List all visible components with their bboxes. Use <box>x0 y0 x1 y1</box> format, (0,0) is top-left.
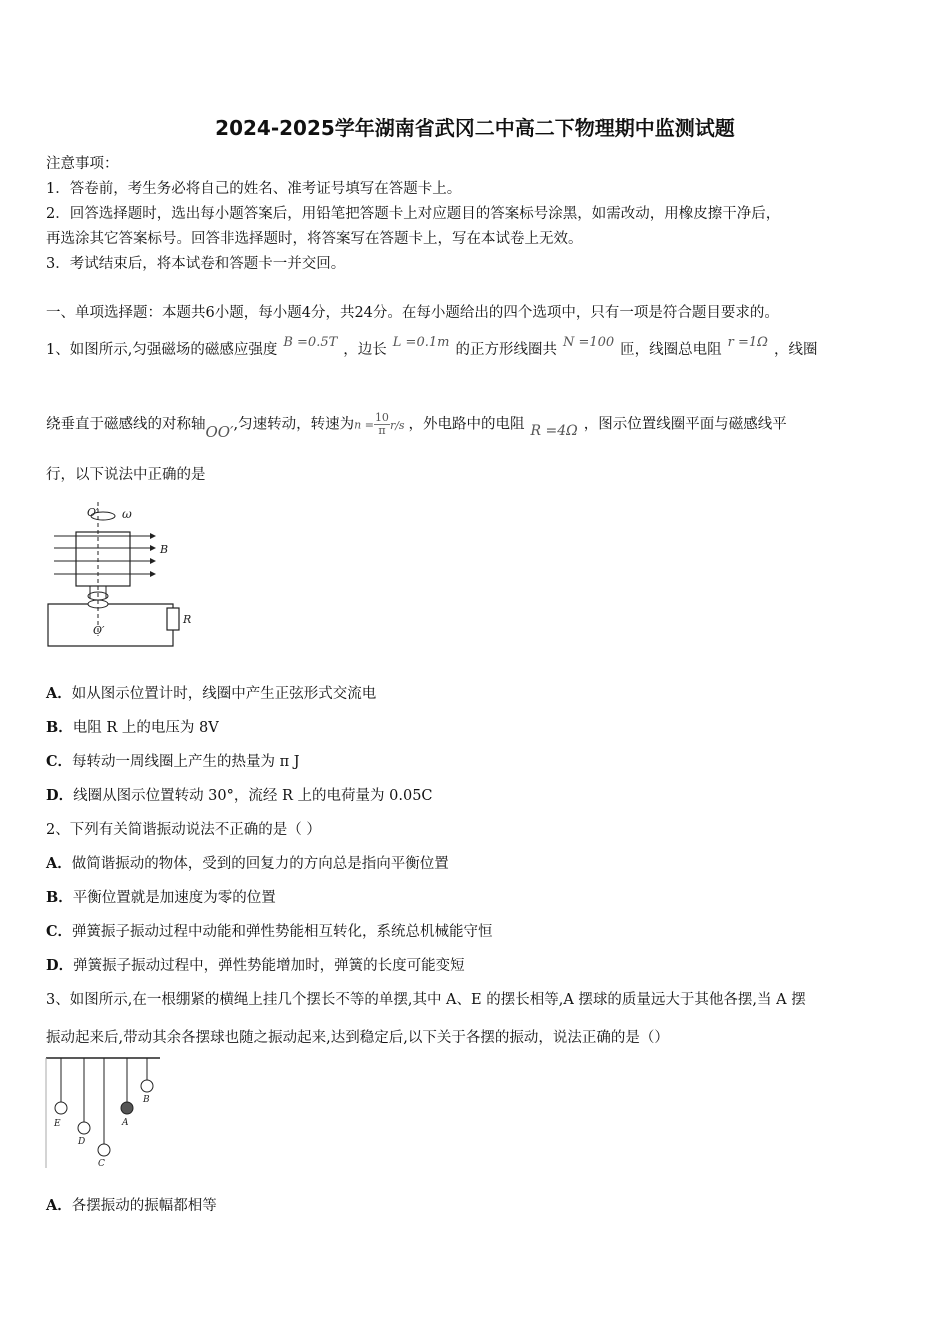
q1-formula-unit: r/s <box>389 418 405 432</box>
section-heading: 一、单项选择题：本题共6小题，每小题4分，共24分。在每小题给出的四个选项中，只有一项是符合题目要求的。 <box>46 305 779 321</box>
notice-item-2-cont: 再选涂其它答案标号。回答非选择题时，将答案写在答题卡上，写在本试卷上无效。 <box>46 231 583 247</box>
circuit-wire <box>108 604 173 608</box>
axis-label-top: O′ <box>87 506 99 519</box>
option-text: 每转动一周线圈上产生的热量为 π J <box>72 754 300 770</box>
notice-item-1: 1．答卷前，考生务必将自己的姓名、准考证号填写在答题卡上。 <box>46 181 462 197</box>
q1-line-1 <box>46 335 818 359</box>
q1-line-3: 行，以下说法中正确的是 <box>46 467 206 483</box>
pendulum-ball-d <box>78 1122 90 1134</box>
axis-label-bottom: O′ <box>93 624 105 637</box>
option-letter: C． <box>46 923 73 940</box>
fraction-numerator: 10 <box>374 411 389 424</box>
arrow-head <box>150 571 156 577</box>
q2-stem: 2、下列有关简谐振动说法不正确的是（ ） <box>46 822 321 838</box>
option-text: 弹簧振子振动过程中，弹性势能增加时，弹簧的长度可能变短 <box>73 958 465 974</box>
field-label: B <box>160 543 169 556</box>
notice-item-2: 2．回答选择题时，选出每小题答案后，用铅笔把答题卡上对应题目的答案标号涂黑，如需改动，用橡皮擦干净后， <box>46 206 781 222</box>
omega-label: ω <box>122 507 132 521</box>
notice-item-3: 3．考试结束后，将本试卷和答题卡一并交回。 <box>46 256 346 272</box>
option-text: 各摆振动的振幅都相等 <box>71 1198 217 1214</box>
resistor-label: R <box>183 613 192 626</box>
q1-text: 绕垂直于磁感线的对称轴 <box>46 416 206 433</box>
option-text: 做简谐振动的物体，受到的回复力的方向总是指向平衡位置 <box>71 856 449 872</box>
option-text: 如从图示位置计时，线圈中产生正弦形式交流电 <box>71 686 377 702</box>
q1-text: 1、如图所示,匀强磁场的磁感应强度 <box>46 342 278 358</box>
q1-formula-fraction <box>374 412 390 437</box>
pendulum-label-a: A <box>122 1118 129 1128</box>
q2-option-c <box>46 920 493 941</box>
q1-formula-b: B =0.5T <box>283 335 338 350</box>
pendulum-label-c: C <box>98 1159 105 1169</box>
q1-text: 的正方形线圈共 <box>455 342 557 358</box>
pendulum-label-b: B <box>143 1095 150 1105</box>
q1-text: ，图示位置线圈平面与磁感线平 <box>583 416 787 433</box>
q1-text: ，边长 <box>343 342 387 358</box>
pendulum-ball-b <box>141 1080 153 1092</box>
option-letter: B． <box>46 719 73 736</box>
option-letter: A． <box>46 685 72 702</box>
coil-square <box>76 532 130 586</box>
q1-formula-r: r =1Ω <box>727 335 768 350</box>
q2-option-d <box>46 954 465 975</box>
option-letter: A． <box>46 855 72 872</box>
option-letter: D． <box>46 787 74 804</box>
option-letter: A． <box>46 1197 72 1214</box>
fraction-denominator: π <box>378 424 386 437</box>
pendulum-ball-a <box>121 1102 133 1114</box>
resistor <box>167 608 179 630</box>
q1-text: 匝，线圈总电阻 <box>620 342 722 358</box>
q1-coil-figure <box>40 500 200 652</box>
q1-formula-rext: R =4Ω <box>530 422 578 439</box>
q2-option-a <box>46 852 449 873</box>
option-letter: D． <box>46 957 74 974</box>
option-text: 平衡位置就是加速度为零的位置 <box>72 890 276 906</box>
q1-formula-l: L =0.1m <box>392 335 450 350</box>
arrow-head <box>150 545 156 551</box>
q1-formula-n-eq: n = <box>354 418 374 432</box>
page-title: 2024-2025学年湖南省武冈二中高二下物理期中监测试题 <box>215 116 735 140</box>
q1-text: ，外电路中的电阻 <box>408 416 525 433</box>
q1-option-d <box>46 784 433 805</box>
arrow-head <box>150 533 156 539</box>
q1-formula-axis: OO′ <box>205 422 234 441</box>
q3-stem-line-2: 振动起来后,带动其余各摆球也随之振动起来,达到稳定后,以下关于各摆的振动，说法正确的是（） <box>46 1030 669 1046</box>
q1-option-b <box>46 716 219 737</box>
q1-option-c <box>46 750 300 771</box>
option-text: 电阻 R 上的电压为 8V <box>72 720 219 736</box>
pendulum-ball-e <box>55 1102 67 1114</box>
q1-text: ,匀速转动，转速为 <box>233 416 355 433</box>
q1-line-2 <box>46 411 787 441</box>
option-text: 线圈从图示位置转动 30°，流经 R 上的电荷量为 0.05C <box>73 788 433 804</box>
q1-formula-n: N =100 <box>562 335 615 350</box>
q1-text: ，线圈 <box>773 342 818 358</box>
pendulum-label-d: D <box>78 1137 86 1147</box>
option-letter: C． <box>46 753 73 770</box>
option-letter: B． <box>46 889 73 906</box>
arrow-head <box>150 558 156 564</box>
q1-option-a <box>46 682 376 703</box>
pendulum-ball-c <box>98 1144 110 1156</box>
notice-heading: 注意事项： <box>46 156 119 172</box>
pendulum-label-e: E <box>54 1119 61 1129</box>
q2-option-b <box>46 886 276 907</box>
option-text: 弹簧振子振动过程中动能和弹性势能相互转化，系统总机械能守恒 <box>72 924 493 940</box>
q3-pendulum-figure <box>40 1052 170 1172</box>
q3-stem-line-1: 3、如图所示,在一根绷紧的横绳上挂几个摆长不等的单摆,其中 A、E 的摆长相等,A 摆球的质量远大于其他各摆,当 A 摆 <box>46 992 806 1008</box>
circuit-wire <box>48 604 173 646</box>
q3-option-a <box>46 1194 217 1215</box>
